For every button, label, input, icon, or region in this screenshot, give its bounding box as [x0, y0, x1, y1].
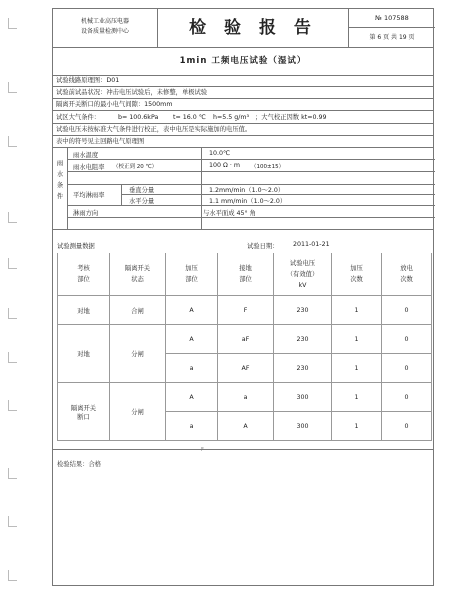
rain-conditions: [53, 148, 433, 230]
col-test-voltage: 试验电压 （有效值） kV: [274, 253, 332, 296]
stray-mark: F: [201, 447, 204, 453]
specimen-state-row: 试验前试品状况：冲击电压试验后，未修整，单极试验: [53, 87, 433, 99]
data-section-title: 试验测量数据: [57, 243, 95, 250]
wiring-diagram-row: 试验线路原理图：D01: [53, 75, 433, 87]
atmos-temperature: t= 16.0 ℃: [173, 114, 206, 121]
rain-resist-tolerance: （100±15）: [251, 164, 285, 170]
table-row: 对地 合闸 A F 230 1 0: [58, 296, 432, 325]
measurement-table: [57, 253, 432, 441]
test-date-value: 2011-01-21: [293, 241, 330, 248]
org-line-1: 机械工业高压电器: [80, 18, 129, 25]
table-row: a A 300 1 0: [58, 412, 432, 441]
rain-horizontal-label: 水平分量: [129, 198, 155, 205]
atmos-correction: ；大气校正因数 kt=0.99: [255, 114, 327, 121]
col-switch-state: 隔离开关 状态: [110, 253, 166, 296]
atmos-humidity: h=5.5 g/m³: [213, 114, 250, 121]
rain-resist-value: 100 Ω · m: [209, 162, 240, 169]
table-row: a AF 230 1 0: [58, 354, 432, 383]
rain-resist-label: 雨水电阻率: [73, 164, 105, 171]
org-line-2: 设备质量检测中心: [80, 28, 129, 35]
test-subtitle: 1min 工频电压试验（湿试）: [53, 47, 433, 76]
rain-direction-value: 与水平面成 45° 角: [203, 210, 256, 217]
col-ground-part: 接地 部位: [218, 253, 274, 296]
table-row: 隔离开关 断口 分闸 A a 300 1 0: [58, 383, 432, 412]
page-info: 第 6 页 共 19 页: [348, 28, 435, 47]
report-title: 检 验 报 告: [189, 18, 317, 38]
atmos-pressure: b= 100.6kPa: [118, 114, 159, 121]
divider: [53, 449, 433, 450]
rain-side-label: 雨水条件: [56, 160, 64, 200]
rain-vertical-value: 1.2mm/min（1.0～2.0）: [209, 187, 285, 194]
rain-temp-label: 雨水温度: [73, 152, 99, 159]
rain-rate-label: 平均淋雨率: [73, 192, 105, 199]
test-date-label: 试验日期：: [247, 243, 279, 250]
col-applied-part: 加压 部位: [166, 253, 218, 296]
min-gap-row: 隔离开关断口的最小电气间隙：1500mm: [53, 99, 433, 111]
test-conclusion: 检验结果：合格: [57, 461, 102, 468]
atmosphere-row: [53, 111, 433, 124]
report-number: № 107588: [348, 9, 435, 28]
col-discharge-count: 放电 次数: [382, 253, 432, 296]
col-part: 考核 部位: [58, 253, 110, 296]
binding-margin: [0, 0, 28, 593]
note-row-1: 试验电压未按标准大气条件进行校正，表中电压是实际施加的电压值。: [53, 124, 433, 136]
organization-name: [53, 9, 158, 47]
note-row-2: 表中的符号见主回路电气原理图: [53, 136, 433, 148]
report-header: [53, 9, 433, 48]
rain-resist-note: （校正到 20 ℃）: [113, 164, 158, 170]
rain-temp-value: 10.0℃: [209, 150, 231, 157]
table-row: 对地 分闸 A aF 230 1 0: [58, 325, 432, 354]
atmos-label: 试区大气条件：: [56, 114, 101, 121]
table-header-row: [58, 253, 432, 296]
rain-vertical-label: 垂直分量: [129, 187, 155, 194]
rain-horizontal-value: 1.1 mm/min（1.0～2.0）: [209, 198, 287, 205]
col-apply-count: 加压 次数: [332, 253, 382, 296]
rain-direction-label: 淋雨方向: [73, 210, 99, 217]
report-sheet: [52, 8, 434, 586]
